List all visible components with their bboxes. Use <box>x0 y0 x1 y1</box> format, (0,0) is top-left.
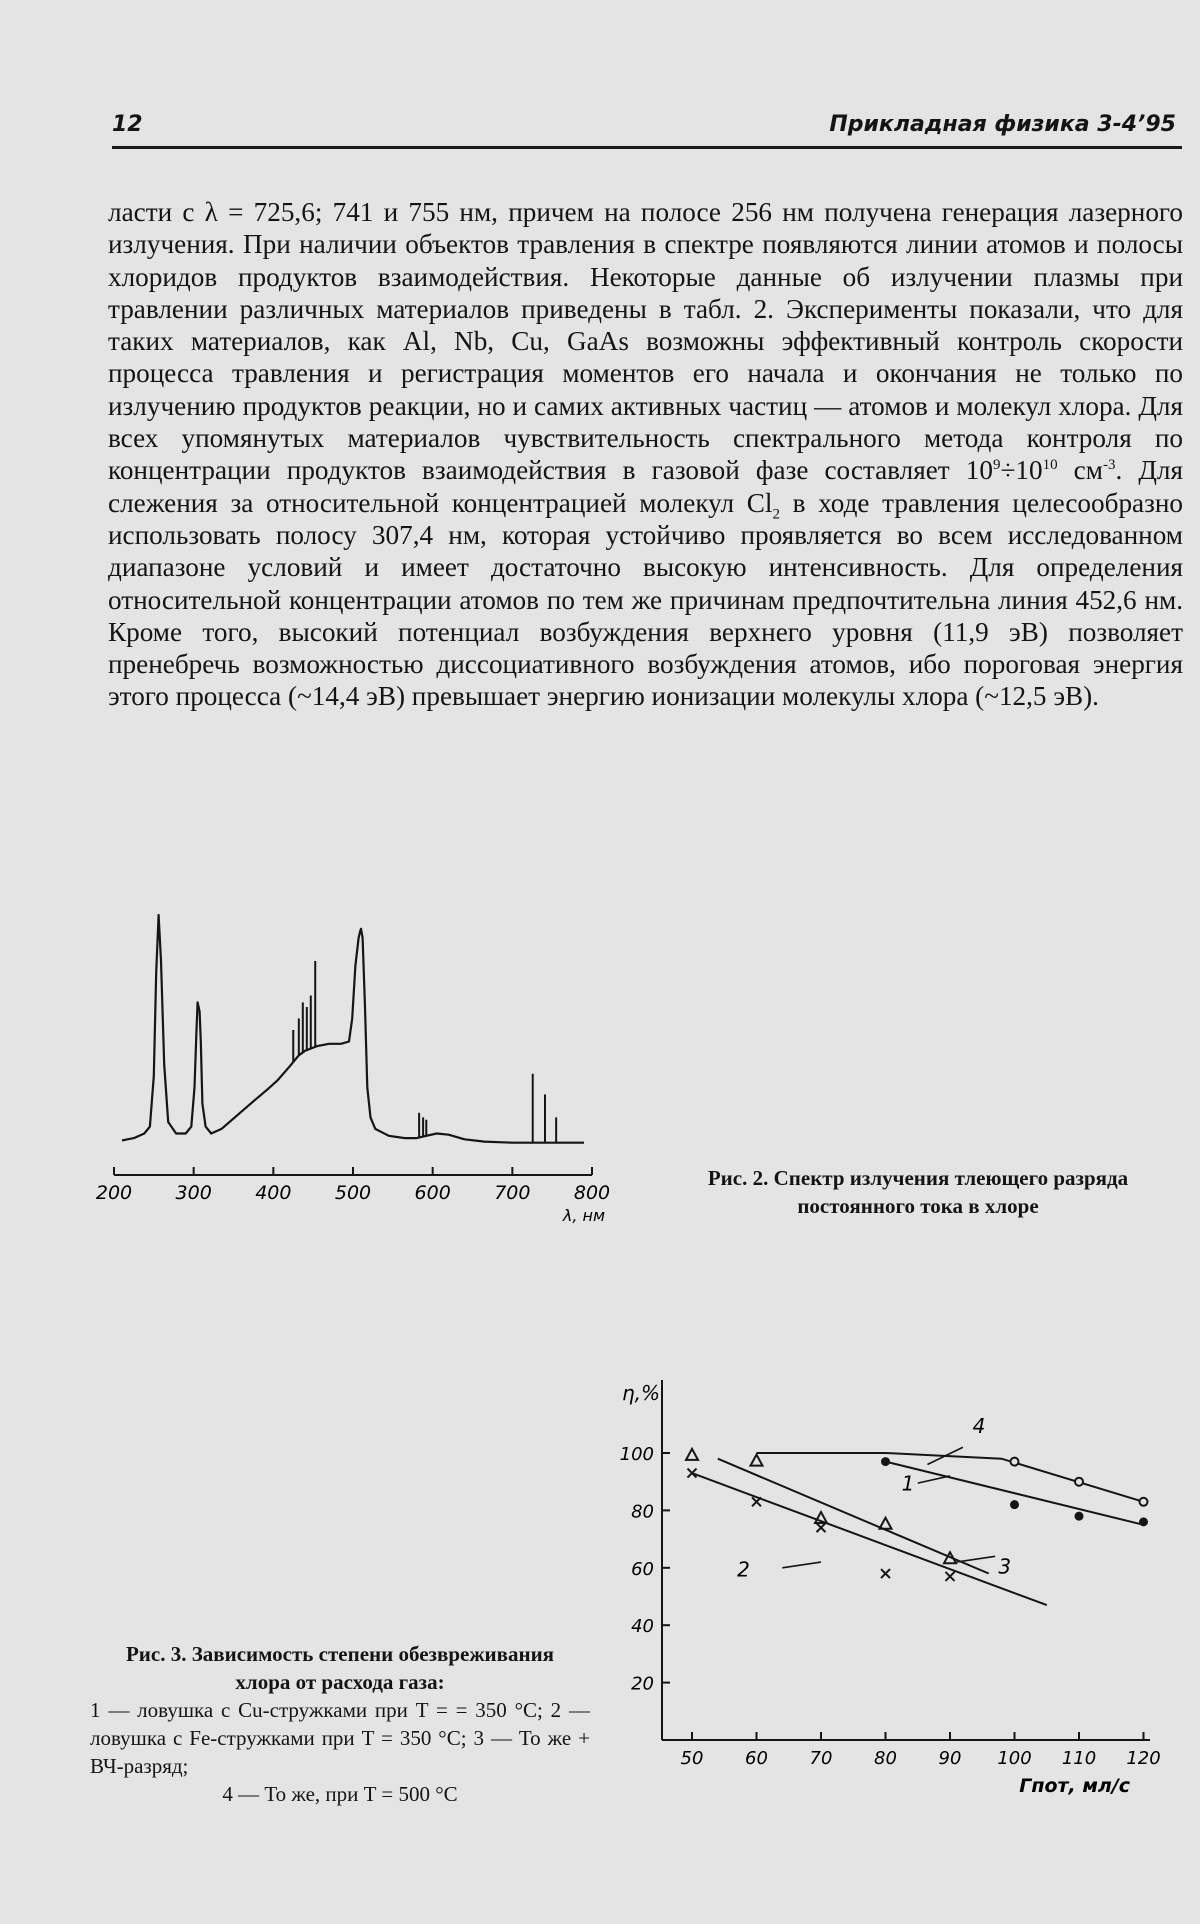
series-2-line <box>692 1473 1047 1605</box>
data-point-cross <box>752 1497 761 1506</box>
data-point-cross <box>688 1469 697 1478</box>
page-header <box>112 110 1182 149</box>
y-tick-label: 60 <box>631 1558 654 1580</box>
caption-title: Рис. 3. Зависимость степени обезвреживания <box>125 1642 555 1666</box>
data-point-open <box>1075 1478 1083 1486</box>
x-tick-label: 400 <box>255 1182 292 1204</box>
paragraph: ласти с λ = 725,6; 741 и 755 нм, причем на полосе 256 нм получена генерация лазерного излучения. При наличии объектов травления в спектре появляются линии атомов и полосы хлоридов продуктов взаимодействия. Некоторые данные об излучении плазмы при травлении различных материалов приведены в табл. 2. Эксперименты показали, что для таких материалов, как Al, Nb, Cu, GaAs возможны эффективный контроль скорости процесса травления и регистрация моментов его начала и окончания не только по излучению продуктов реакции, но и самих активных частиц — атомов и молекул хлора. Для всех упомянутых материалов чувствительность спектрального метода контроля по концентрации продуктов взаимодействия в газовой фазе составляет $10^9\div 10^{10}$ $см^{-3}$. Для слежения за относительной концентрацией молекул $Cl_2$ в ходе травления целесообразно использовать полосу 307,4 нм, которая устойчиво проявляется во всем исследованном диапазоне условий и имеет достаточно высокую интенсивность. Для определения относительной концентрации атомов по тем же причинам предпочтительна линия 452,6 нм. Кроме того, высокий потенциал возбуждения верхнего уровня (11,9 эВ) позволяет пренебречь возможностью диссоциативного возбуждения атомов, ибо пороговая энергия этого процесса (~14,4 эВ) превышает энергию ионизации молекулы хлора (~12,5 эВ). <box>108 197 1183 712</box>
data-point-cross <box>946 1572 955 1581</box>
body-text <box>108 196 1183 713</box>
x-tick-label: 800 <box>573 1182 611 1204</box>
page-number: 12 <box>112 112 143 137</box>
y-axis-label: η,% <box>622 1381 661 1405</box>
data-point-filled <box>1139 1517 1148 1526</box>
caption-line: постоянного тока в хлоре <box>797 1194 1039 1218</box>
caption-subtitle: хлора от расхода газа: <box>235 1670 445 1694</box>
y-tick-label: 20 <box>631 1673 654 1695</box>
data-point-cross <box>881 1569 890 1578</box>
leader-line <box>956 1556 995 1562</box>
x-tick-label: 110 <box>1061 1748 1097 1769</box>
spectrum-curve <box>122 915 584 1143</box>
x-axis-label: Гпот, мл/с <box>1019 1775 1130 1797</box>
figure-2-caption <box>668 1164 1168 1220</box>
x-tick-label: 120 <box>1126 1748 1161 1769</box>
leader-line <box>918 1476 950 1483</box>
figure-3-caption <box>90 1640 590 1808</box>
data-point-open <box>1011 1458 1019 1466</box>
x-tick-label: 200 <box>95 1182 133 1204</box>
data-point-triangle <box>880 1518 892 1529</box>
data-point-triangle <box>686 1449 698 1460</box>
x-axis-label: λ, нм <box>562 1206 606 1225</box>
x-tick-label: 600 <box>414 1182 451 1204</box>
journal-title: Прикладная физика 3-4’95 <box>829 112 1176 137</box>
y-tick-label: 40 <box>631 1616 654 1638</box>
x-tick-label: 80 <box>874 1748 897 1769</box>
caption-line: Рис. 2. Спектр излучения тлеющего разряда <box>707 1166 1129 1190</box>
x-tick-label: 500 <box>334 1182 372 1204</box>
curve-label: 2 <box>737 1557 750 1582</box>
data-point-filled <box>1010 1500 1019 1509</box>
data-point-filled <box>1075 1512 1084 1521</box>
figure-3-chart <box>600 1370 1160 1800</box>
figure-2-spectrum <box>95 900 620 1230</box>
caption-legend: 1 — ловушка с Cu-стружками при T = = 350 °C; 2 — ловушка с Fe-стружками при T = 350 °C; 3 — То же + ВЧ-разряд; <box>90 1698 590 1778</box>
curve-label: 4 <box>972 1413 986 1438</box>
data-point-triangle <box>751 1455 763 1466</box>
caption-legend: 4 — То же, при T = 500 °C <box>222 1782 458 1806</box>
x-tick-label: 90 <box>938 1748 962 1769</box>
data-point-cross <box>817 1523 826 1532</box>
x-tick-label: 50 <box>680 1748 704 1769</box>
x-tick-label: 60 <box>745 1748 768 1769</box>
y-tick-label: 100 <box>619 1444 654 1465</box>
data-point-filled <box>881 1457 890 1466</box>
x-tick-label: 70 <box>809 1748 833 1769</box>
curve-label: 1 <box>901 1471 915 1496</box>
series-1-line <box>886 1462 1144 1525</box>
data-point-open <box>1140 1498 1148 1506</box>
curve-label: 3 <box>998 1554 1012 1579</box>
x-tick-label: 300 <box>175 1182 212 1204</box>
x-tick-label: 700 <box>494 1182 531 1204</box>
y-tick-label: 80 <box>631 1501 654 1523</box>
leader-line <box>782 1562 821 1568</box>
x-tick-label: 100 <box>997 1748 1032 1769</box>
